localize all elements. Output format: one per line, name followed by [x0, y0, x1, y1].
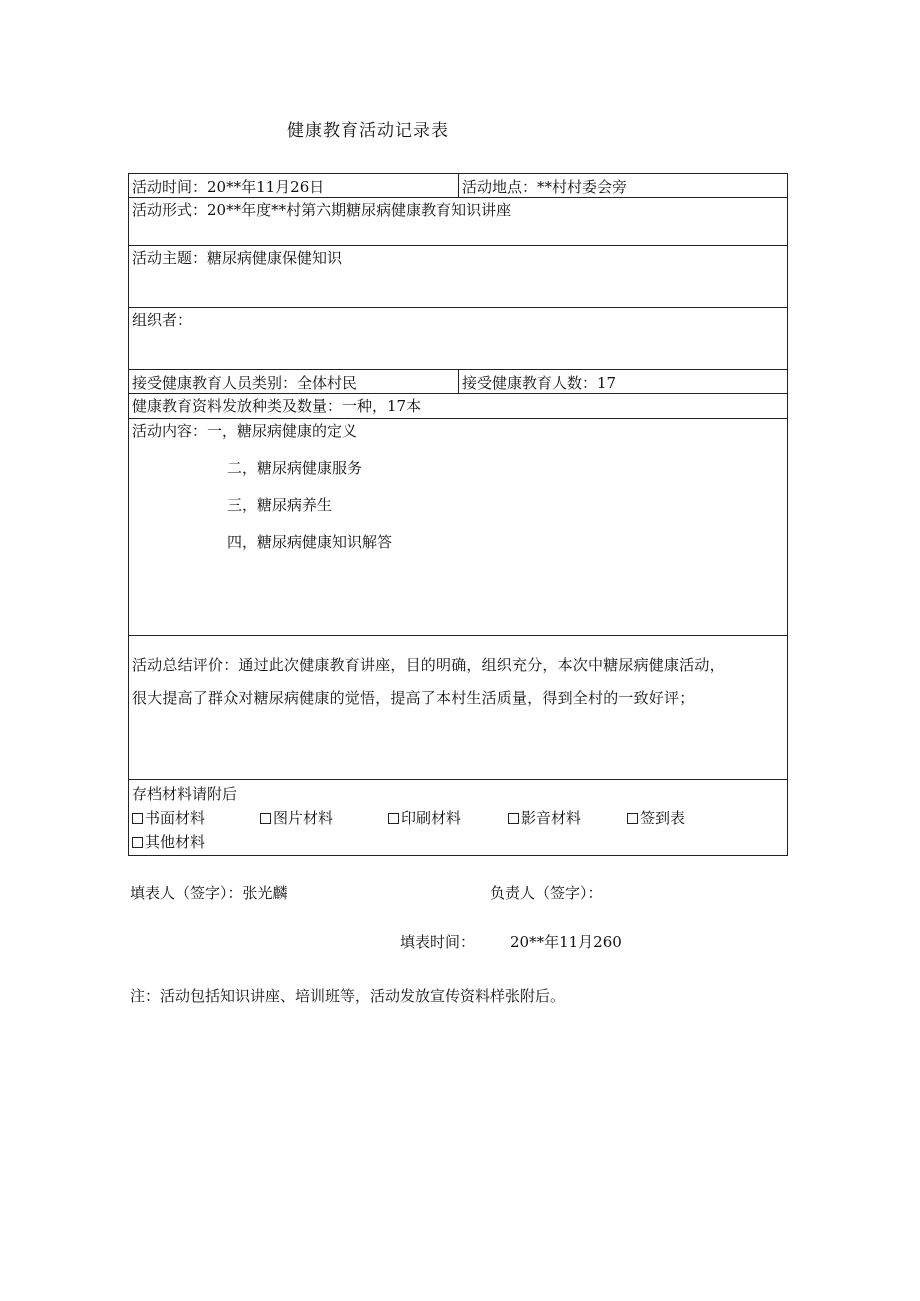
- content-label-line: 活动内容：一，糖尿病健康的定义: [132, 422, 358, 440]
- checkbox-label: 印刷材料: [401, 809, 462, 827]
- activity-record-form: [128, 173, 788, 856]
- checkbox-box[interactable]: [388, 813, 399, 824]
- checkbox-box[interactable]: [132, 837, 143, 848]
- page-title: 健康教育活动记录表: [287, 121, 449, 141]
- form-filler-signature: 填表人（签字）：张光麟: [130, 884, 288, 902]
- checkbox-label: 影音材料: [521, 809, 582, 827]
- row-archive: [129, 780, 787, 855]
- fill-time-value: 20**年11月260: [510, 933, 622, 951]
- checkbox-written-materials[interactable]: [132, 806, 260, 830]
- checkbox-picture-materials[interactable]: [260, 806, 388, 830]
- organizer: 组织者：: [132, 311, 193, 329]
- row-materials: [129, 394, 787, 419]
- summary-evaluation: [129, 636, 787, 715]
- archive-section: [129, 780, 787, 856]
- archive-options: [132, 806, 784, 830]
- checkbox-box[interactable]: [508, 813, 519, 824]
- footnote: 注：活动包括知识讲座、培训班等，活动发放宣传资料样张附后。: [130, 987, 566, 1005]
- content-item: 四，糖尿病健康知识解答: [227, 533, 393, 551]
- row-activity-content: [129, 419, 787, 636]
- row-summary: [129, 636, 787, 780]
- archive-other-option-row: [132, 830, 784, 854]
- summary-line: 很大提高了群众对糖尿病健康的觉悟，提高了本村生活质量，得到全村的一致好评；: [132, 689, 695, 707]
- checkbox-audio-video-materials[interactable]: [508, 806, 627, 830]
- activity-theme: 活动主题：糖尿病健康保健知识: [132, 249, 343, 267]
- row-activity-format: [129, 198, 787, 246]
- checkbox-label: 书面材料: [145, 809, 206, 827]
- audience-type: 接受健康教育人员类别：全体村民: [129, 370, 459, 393]
- checkbox-box[interactable]: [627, 813, 638, 824]
- materials-distributed: 健康教育资料发放种类及数量：一种，17本: [132, 397, 422, 415]
- checkbox-box[interactable]: [260, 813, 271, 824]
- checkbox-label: 图片材料: [273, 809, 334, 827]
- row-activity-theme: [129, 246, 787, 308]
- row-time-location: [129, 174, 787, 198]
- archive-heading: 存档材料请附后: [132, 785, 238, 803]
- checkbox-printed-materials[interactable]: [388, 806, 508, 830]
- responsible-person-signature: 负责人（签字）：: [490, 884, 603, 902]
- activity-time: 活动时间：20**年11月26日: [129, 174, 459, 197]
- content-item: 二，糖尿病健康服务: [227, 459, 363, 477]
- activity-location: 活动地点：**村村委会旁: [462, 178, 628, 196]
- content-item: 三，糖尿病养生: [227, 496, 333, 514]
- row-audience: [129, 370, 787, 394]
- checkbox-box[interactable]: [132, 813, 143, 824]
- summary-line: 活动总结评价：通过此次健康教育讲座，目的明确，组织充分，本次中糖尿病健康活动，: [132, 656, 725, 674]
- fill-time-label: 填表时间：: [400, 933, 476, 951]
- checkbox-other-materials[interactable]: [132, 830, 205, 854]
- checkbox-label: 签到表: [640, 809, 686, 827]
- row-organizer: [129, 308, 787, 370]
- audience-count: 接受健康教育人数：17: [462, 374, 617, 392]
- activity-format: 活动形式：20**年度**村第六期糖尿病健康教育知识讲座: [132, 201, 512, 219]
- checkbox-label: 其他材料: [145, 833, 206, 851]
- checkbox-sign-in-sheet[interactable]: [627, 806, 685, 830]
